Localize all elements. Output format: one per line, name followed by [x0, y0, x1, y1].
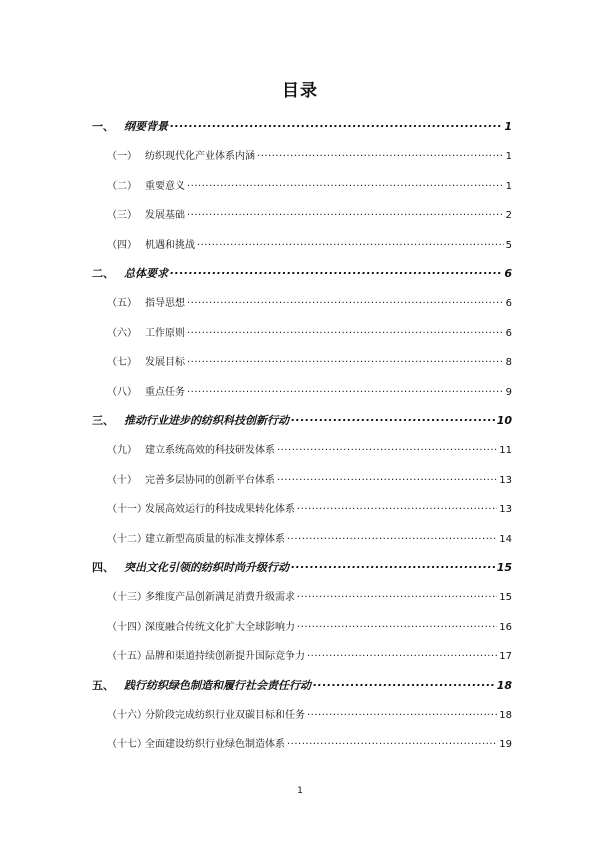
dot-leader	[187, 355, 504, 365]
toc-entry-label: 发展高效运行的科技成果转化体系	[145, 504, 295, 516]
toc-chapter-entry[interactable]	[92, 559, 512, 575]
dot-leader	[187, 296, 504, 306]
toc-entry-label: 全面建设纺织行业绿色制造体系	[145, 739, 285, 751]
toc-section-entry[interactable]	[107, 588, 512, 603]
toc-entry-number: （八）	[107, 386, 137, 398]
toc-entry-page: 9	[505, 386, 512, 398]
toc-section-entry[interactable]	[107, 294, 512, 309]
toc-entry-page: 18	[496, 678, 512, 692]
toc-section-entry[interactable]	[107, 177, 512, 192]
toc-entry-page: 10	[496, 414, 512, 427]
toc-section-entry[interactable]	[107, 706, 512, 721]
toc-section-entry[interactable]	[107, 647, 512, 662]
toc-entry-number: （三）	[107, 210, 137, 222]
toc-chapter-entry[interactable]	[92, 265, 512, 281]
toc-section-entry[interactable]	[107, 353, 512, 368]
page-number-footer: 1	[297, 786, 303, 796]
dot-leader	[257, 149, 504, 159]
toc-entry-label: 总体要求	[124, 267, 168, 280]
toc-entry-label: 建立系统高效的科技研发体系	[145, 445, 275, 457]
dot-leader	[307, 649, 497, 659]
dot-leader	[313, 678, 495, 689]
toc-entry-page: 6	[504, 267, 512, 280]
dot-leader	[287, 737, 497, 747]
toc-entry-page: 19	[499, 739, 512, 751]
dot-leader	[297, 590, 497, 600]
dot-leader	[187, 179, 504, 189]
toc-entry-number: （十二）	[107, 533, 147, 545]
toc-entry-number: （二）	[107, 180, 137, 192]
toc-entry-number: （十三）	[107, 592, 147, 604]
dot-leader	[297, 620, 497, 630]
page-title: 目录	[282, 81, 318, 101]
toc-entry-page: 13	[499, 504, 512, 516]
toc-entry-page: 16	[499, 621, 512, 633]
toc-entry-number: （十）	[107, 474, 137, 486]
toc-entry-label: 践行纺织绿色制造和履行社会责任行动	[124, 678, 311, 692]
dot-leader	[277, 473, 497, 483]
dot-leader	[187, 208, 504, 218]
dot-leader	[187, 326, 504, 336]
toc-entry-page: 13	[499, 474, 512, 486]
toc-entry-label: 突出文化引领的纺织时尚升级行动	[124, 561, 289, 574]
toc-entry-label: 重要意义	[145, 180, 185, 192]
toc-entry-number: （十四）	[107, 621, 147, 633]
dot-leader	[170, 266, 502, 277]
toc-section-entry[interactable]	[107, 441, 512, 456]
toc-entry-number: （一）	[107, 151, 137, 163]
toc-section-entry[interactable]	[107, 735, 512, 750]
toc-entry-label: 发展目标	[145, 357, 185, 369]
toc-entry-page: 5	[505, 239, 512, 251]
toc-entry-number: 三、	[92, 414, 114, 427]
toc-entry-label: 机遇和挑战	[145, 239, 195, 251]
toc-entry-label: 品牌和渠道持续创新提升国际竞争力	[145, 651, 305, 663]
dot-leader	[291, 413, 495, 424]
toc-section-entry[interactable]	[107, 471, 512, 486]
toc-entry-page: 18	[499, 710, 512, 721]
toc-entry-label: 深度融合传统文化扩大全球影响力	[145, 621, 295, 633]
toc-chapter-entry[interactable]	[92, 118, 512, 134]
toc-entry-number: 二、	[92, 267, 114, 280]
toc-entry-page: 15	[499, 592, 512, 604]
toc-section-entry[interactable]	[107, 618, 512, 633]
toc-entry-page: 6	[505, 327, 512, 339]
toc-entry-page: 6	[505, 298, 512, 310]
toc-section-entry[interactable]	[107, 530, 512, 545]
toc-entry-label: 重点任务	[145, 386, 185, 398]
dot-leader	[287, 532, 497, 542]
toc-section-entry[interactable]	[107, 324, 512, 339]
toc-entry-page: 14	[499, 533, 512, 545]
toc-entry-number: （十一）	[107, 504, 147, 516]
toc-entry-number: 一、	[92, 120, 114, 133]
toc-entry-number: 五、	[92, 678, 114, 692]
toc-chapter-entry[interactable]	[92, 677, 512, 693]
toc-section-entry[interactable]	[107, 236, 512, 251]
toc-entry-label: 指导思想	[145, 298, 185, 310]
toc-entry-page: 8	[505, 357, 512, 369]
toc-entry-number: 四、	[92, 561, 114, 574]
dot-leader	[197, 238, 504, 248]
toc-entry-number: （四）	[107, 239, 137, 251]
toc-entry-label: 纲要背景	[124, 120, 168, 133]
toc-entry-number: （九）	[107, 445, 137, 457]
dot-leader	[170, 119, 502, 130]
dot-leader	[187, 385, 504, 395]
toc-entry-label: 纺织现代化产业体系内涵	[145, 151, 255, 163]
toc-entry-number: （七）	[107, 357, 137, 369]
toc-entry-label: 发展基础	[145, 210, 185, 222]
toc-entry-page: 11	[499, 445, 512, 457]
dot-leader	[277, 443, 497, 453]
toc-section-entry[interactable]	[107, 500, 512, 515]
toc-entry-label: 建立新型高质量的标准支撑体系	[145, 533, 285, 545]
toc-entry-label: 多维度产品创新满足消费升级需求	[145, 592, 295, 604]
toc-entry-number: （十七）	[107, 739, 147, 751]
toc-entry-number: （十六）	[107, 710, 147, 721]
toc-entry-label: 推动行业进步的纺织科技创新行动	[124, 414, 289, 427]
toc-entry-page: 2	[505, 210, 512, 222]
toc-entry-label: 分阶段完成纺织行业双碳目标和任务	[145, 710, 305, 721]
dot-leader	[307, 708, 497, 718]
toc-entry-number: （六）	[107, 327, 137, 339]
toc-entry-label: 完善多层协同的创新平台体系	[145, 474, 275, 486]
toc-section-entry[interactable]	[107, 383, 512, 398]
toc-section-entry[interactable]	[107, 206, 512, 221]
toc-entry-page: 1	[505, 151, 512, 163]
toc-entry-page: 1	[504, 120, 512, 133]
toc-entry-number: （十五）	[107, 651, 147, 663]
toc-entry-page: 1	[505, 180, 512, 192]
toc-entry-page: 17	[499, 651, 512, 663]
toc-entry-page: 15	[496, 561, 512, 574]
toc-entry-number: （五）	[107, 298, 137, 310]
toc-chapter-entry[interactable]	[92, 412, 512, 428]
dot-leader	[291, 560, 495, 571]
toc-entry-label: 工作原则	[145, 327, 185, 339]
toc-section-entry[interactable]	[107, 147, 512, 162]
dot-leader	[297, 502, 497, 512]
